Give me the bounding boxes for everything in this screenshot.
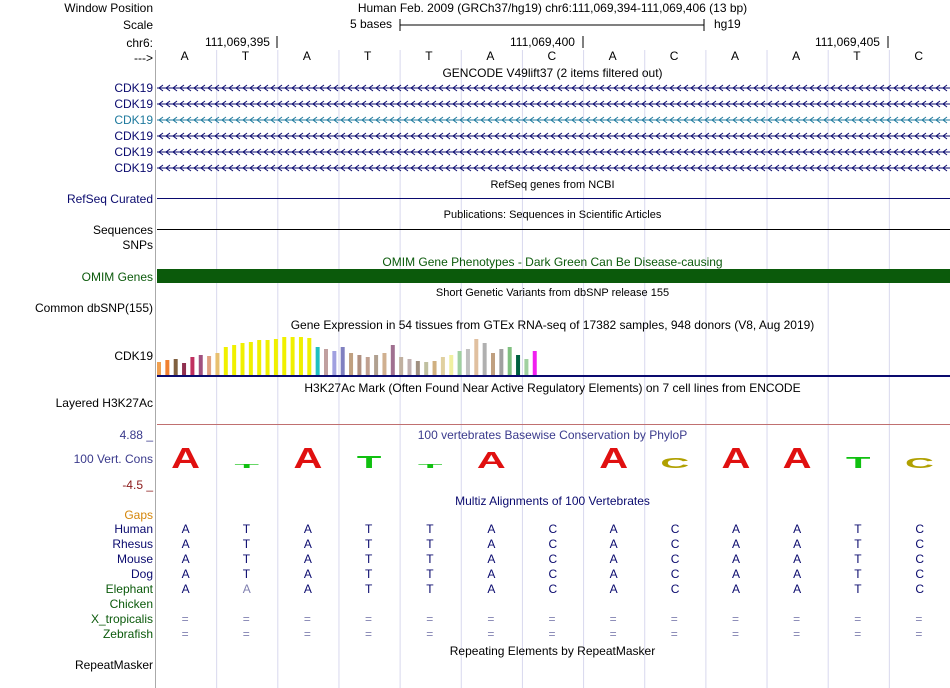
multiz-base: A (181, 567, 190, 581)
multiz-base: A (731, 567, 740, 581)
gtex-tissue-bar (257, 340, 261, 375)
multiz-base: = (426, 612, 434, 626)
multiz-base: T (242, 537, 251, 551)
multiz-base: A (303, 567, 312, 581)
multiz-base: A (793, 582, 802, 596)
publications-line[interactable] (157, 229, 950, 230)
multiz-base: A (303, 522, 312, 536)
multiz-base: = (426, 627, 434, 641)
reference-base: A (486, 49, 495, 63)
publications-track-label[interactable]: Sequences (92, 223, 153, 237)
gencode-gene-label[interactable]: CDK19 (114, 97, 153, 111)
multiz-base: A (731, 582, 740, 596)
coord-label: 111,069,395 (205, 35, 270, 49)
repeatmasker-track-title[interactable]: Repeating Elements by RepeatMasker (449, 644, 656, 658)
gtex-tissue-bar (416, 361, 420, 375)
gtex-tissue-bar (249, 342, 253, 375)
multiz-base: A (609, 567, 618, 581)
gtex-tissue-bar (199, 355, 203, 375)
omim-track-label[interactable]: OMIM Genes (81, 270, 153, 284)
multiz-species-label[interactable]: X_tropicalis (90, 612, 153, 626)
reference-base: T (425, 49, 433, 63)
gtex-tissue-bar (391, 345, 395, 375)
gtex-tissue-bar (441, 357, 445, 375)
multiz-base: T (854, 582, 862, 596)
multiz-base: = (242, 627, 250, 641)
gtex-tissue-bar (408, 359, 412, 375)
multiz-base: = (731, 627, 739, 641)
coord-ticks (0, 34, 950, 50)
repeatmasker-track-label[interactable]: RepeatMasker (74, 658, 153, 672)
gtex-tissue-bar (165, 360, 169, 375)
multiz-base: = (487, 612, 495, 626)
multiz-base: T (365, 552, 373, 566)
multiz-base: T (854, 522, 862, 536)
multiz-base: T (854, 537, 862, 551)
gtex-track-label[interactable]: CDK19 (114, 349, 153, 363)
gtex-tissue-bar (458, 351, 462, 375)
multiz-base: = (365, 627, 373, 641)
multiz-base: C (670, 582, 680, 596)
gtex-tissue-bar (474, 339, 478, 375)
refseq-gene-line[interactable] (157, 198, 950, 199)
snps-track-label[interactable]: SNPs (122, 238, 153, 252)
gtex-tissue-bar (291, 337, 295, 375)
gencode-track-title[interactable]: GENCODE V49lift37 (2 items filtered out) (442, 66, 663, 80)
multiz-base: A (181, 582, 190, 596)
gaps-label: Gaps (124, 508, 153, 522)
dbsnp-track-title[interactable]: Short Genetic Variants from dbSNP release 155 (435, 287, 670, 299)
multiz-base: C (915, 567, 925, 581)
multiz-species-label[interactable]: Chicken (109, 597, 153, 611)
multiz-base: A (303, 582, 312, 596)
gtex-tissue-bar (357, 355, 361, 375)
multiz-base: T (365, 567, 373, 581)
multiz-base: A (181, 522, 190, 536)
gencode-gene-intron[interactable] (157, 114, 950, 126)
gtex-track-title[interactable]: Gene Expression in 54 tissues from GTEx RNA-seq of 17382 samples, 948 donors (V8, Aug 2019) (290, 318, 815, 332)
refseq-track-title[interactable]: RefSeq genes from NCBI (490, 179, 615, 191)
scale-db: hg19 (714, 17, 741, 31)
gtex-tissue-bar (483, 343, 487, 375)
gtex-tissue-bar (316, 347, 320, 375)
gtex-tissue-bar (224, 347, 228, 375)
multiz-base: = (548, 627, 556, 641)
multiz-base: A (303, 537, 312, 551)
multiz-base: A (731, 552, 740, 566)
multiz-base: = (609, 612, 617, 626)
multiz-base: A (793, 522, 802, 536)
multiz-base: C (548, 537, 558, 551)
reference-base: T (364, 49, 372, 63)
multiz-base: = (854, 612, 862, 626)
window-position-label: Window Position (64, 1, 153, 15)
multiz-base: C (915, 522, 925, 536)
multiz-base: = (793, 612, 801, 626)
phylop-logo-letter: A (599, 442, 629, 475)
gtex-tissue-bar (215, 353, 219, 375)
phylop-logo-letter: A (782, 442, 812, 475)
gtex-tissue-bar (399, 357, 403, 375)
dbsnp-track-label[interactable]: Common dbSNP(155) (34, 301, 153, 315)
multiz-base: A (731, 522, 740, 536)
multiz-base: = (181, 627, 189, 641)
multiz-base: A (487, 582, 496, 596)
multiz-species-label[interactable]: Human (114, 522, 153, 536)
gencode-gene-label[interactable]: CDK19 (114, 129, 153, 143)
multiz-base: = (854, 627, 862, 641)
phylop-logo-letter: T (356, 452, 382, 472)
gencode-gene-intron[interactable] (157, 82, 950, 94)
gtex-tissue-bar (190, 357, 194, 375)
gtex-tissue-bar (299, 337, 303, 375)
multiz-base: C (915, 537, 925, 551)
omim-feature-bar[interactable] (157, 269, 950, 283)
multiz-base: T (426, 582, 434, 596)
phylop-logo-letter: A (171, 442, 201, 475)
multiz-base: = (303, 612, 311, 626)
multiz-base: C (670, 537, 680, 551)
gtex-tissue-bar (433, 361, 437, 375)
reference-base: C (669, 49, 679, 63)
gencode-gene-intron[interactable] (157, 146, 950, 158)
gtex-tissue-bar (232, 345, 236, 375)
multiz-base: = (670, 627, 678, 641)
gtex-tissue-bar (282, 337, 286, 375)
gtex-tissue-bar (366, 357, 370, 375)
h3k27ac-track-title[interactable]: H3K27Ac Mark (Often Found Near Active Regulatory Elements) on 7 cell lines from ENCODE (304, 381, 801, 395)
multiz-species-label[interactable]: Rhesus (112, 537, 153, 551)
gencode-gene-label[interactable]: CDK19 (114, 81, 153, 95)
gtex-tissue-bar (332, 351, 336, 375)
scale-text: 5 bases (350, 17, 393, 31)
multiz-base: T (854, 552, 862, 566)
multiz-base: = (609, 627, 617, 641)
gtex-tissue-bar (491, 353, 495, 375)
multiz-base: A (487, 537, 496, 551)
multiz-species-label[interactable]: Zebrafish (102, 627, 153, 641)
multiz-base: T (426, 522, 434, 536)
gencode-gene-intron[interactable] (157, 98, 950, 110)
multiz-base: T (426, 552, 434, 566)
multiz-base: C (548, 552, 558, 566)
reference-base: A (730, 49, 739, 63)
multiz-base: C (670, 552, 680, 566)
gtex-tissue-bar (307, 338, 311, 375)
multiz-species-label[interactable]: Mouse (116, 552, 153, 566)
multiz-base: = (731, 612, 739, 626)
gtex-tissue-bar (182, 363, 186, 375)
multiz-track-title[interactable]: Multiz Alignments of 100 Vertebrates (455, 494, 650, 508)
multiz-base: C (548, 567, 558, 581)
phylop-logo-letter: A (293, 442, 323, 475)
phylop-track-label[interactable]: 100 Vert. Cons (73, 452, 153, 466)
coord-label: 111,069,400 (510, 35, 575, 49)
multiz-base: T (242, 567, 251, 581)
multiz-base: A (609, 582, 618, 596)
multiz-base: A (609, 522, 618, 536)
reference-base: C (914, 49, 924, 63)
gtex-tissue-bar (207, 356, 211, 375)
gtex-tissue-bar (374, 355, 378, 375)
phylop-logo-letter: C (660, 455, 690, 472)
multiz-base: T (365, 522, 373, 536)
scale-label: Scale (122, 18, 153, 32)
multiz-base: T (426, 567, 434, 581)
multiz-base: A (609, 537, 618, 551)
gencode-gene-label[interactable]: CDK19 (114, 145, 153, 159)
phylop-logo-letter: T (417, 463, 443, 470)
scale-bar (398, 17, 708, 33)
gtex-tissue-bar (341, 347, 345, 375)
multiz-species-label[interactable]: Dog (130, 567, 153, 581)
phylop-logo-letter: A (721, 442, 751, 475)
multiz-base: = (365, 612, 373, 626)
multiz-base: A (487, 552, 496, 566)
multiz-base: C (548, 522, 558, 536)
phylop-logo-letter: T (234, 463, 259, 470)
chr-label: chr6: (126, 36, 153, 50)
multiz-base: T (365, 537, 373, 551)
multiz-base: = (915, 612, 923, 626)
multiz-base: A (793, 552, 802, 566)
gtex-tissue-bar (499, 349, 503, 375)
multiz-base: T (242, 522, 251, 536)
multiz-base: T (426, 537, 434, 551)
multiz-base: C (915, 582, 925, 596)
publications-track-title[interactable]: Publications: Sequences in Scientific Articles (443, 209, 662, 221)
multiz-base: = (670, 612, 678, 626)
gtex-bar-graph[interactable] (155, 330, 950, 380)
multiz-base: A (181, 552, 190, 566)
phylop-logo[interactable] (155, 440, 950, 476)
reference-base: A (608, 49, 617, 63)
multiz-base: = (242, 612, 250, 626)
gtex-tissue-bar (533, 351, 537, 375)
multiz-base: A (181, 537, 190, 551)
gtex-tissue-bar (466, 349, 470, 375)
multiz-base: A (609, 552, 618, 566)
reference-base: T (241, 49, 250, 63)
multiz-base: C (670, 567, 680, 581)
h3k27ac-track-label[interactable]: Layered H3K27Ac (55, 396, 153, 410)
gtex-tissue-bar (424, 362, 428, 375)
multiz-base: = (548, 612, 556, 626)
omim-track-title[interactable]: OMIM Gene Phenotypes - Dark Green Can Be Disease-causing (382, 255, 723, 269)
gtex-tissue-bar (324, 349, 328, 375)
reference-base: A (792, 49, 801, 63)
multiz-species-label[interactable]: Elephant (105, 582, 153, 596)
gtex-tissue-bar (382, 353, 386, 375)
coord-label: 111,069,405 (815, 35, 880, 49)
multiz-base: A (303, 552, 312, 566)
gtex-tissue-bar (449, 355, 453, 375)
strand-label: ---> (134, 51, 153, 65)
reference-base: T (853, 49, 861, 63)
multiz-base: A (242, 582, 251, 596)
multiz-base: = (915, 627, 923, 641)
multiz-base: A (793, 537, 802, 551)
phylop-max-label: 4.88 _ (119, 428, 153, 442)
multiz-base: = (487, 627, 495, 641)
multiz-base: T (242, 552, 251, 566)
multiz-base: C (915, 552, 925, 566)
phylop-logo-letter: C (904, 455, 934, 472)
reference-base: A (180, 49, 189, 63)
assembly-position[interactable]: Human Feb. 2009 (GRCh37/hg19) chr6:111,069,394-111,069,406 (13 bp) (357, 1, 748, 15)
phylop-logo-letter: A (476, 446, 506, 473)
phylop-min-label: -4.5 _ (122, 478, 153, 492)
gencode-gene-intron[interactable] (157, 162, 950, 174)
multiz-base: A (487, 567, 496, 581)
multiz-base: A (731, 537, 740, 551)
multiz-base: T (365, 582, 373, 596)
multiz-base: C (670, 522, 680, 536)
gencode-gene-label[interactable]: CDK19 (114, 113, 153, 127)
gtex-tissue-bar (349, 353, 353, 375)
multiz-base: C (548, 582, 558, 596)
gencode-gene-intron[interactable] (157, 130, 950, 142)
gtex-tissue-bar (157, 362, 161, 375)
gtex-tissue-bar (266, 340, 270, 375)
reference-base: A (302, 49, 311, 63)
multiz-base: T (854, 567, 862, 581)
gtex-tissue-bar (241, 343, 245, 375)
multiz-base: A (487, 522, 496, 536)
h3k27ac-baseline (157, 424, 950, 425)
gencode-gene-label[interactable]: CDK19 (114, 161, 153, 175)
phylop-logo-letter: T (846, 453, 871, 472)
multiz-base: = (303, 627, 311, 641)
gtex-tissue-bar (174, 359, 178, 375)
reference-base: C (547, 49, 557, 63)
multiz-base: = (181, 612, 189, 626)
refseq-track-label[interactable]: RefSeq Curated (66, 192, 153, 206)
gtex-tissue-bar (508, 347, 512, 375)
gtex-tissue-bar (516, 355, 520, 375)
multiz-base: A (793, 567, 802, 581)
gtex-tissue-bar (274, 339, 278, 375)
multiz-base: = (793, 627, 801, 641)
phylop-track-title[interactable]: 100 vertebrates Basewise Conservation by PhyloP (417, 428, 688, 442)
gtex-tissue-bar (524, 359, 528, 375)
